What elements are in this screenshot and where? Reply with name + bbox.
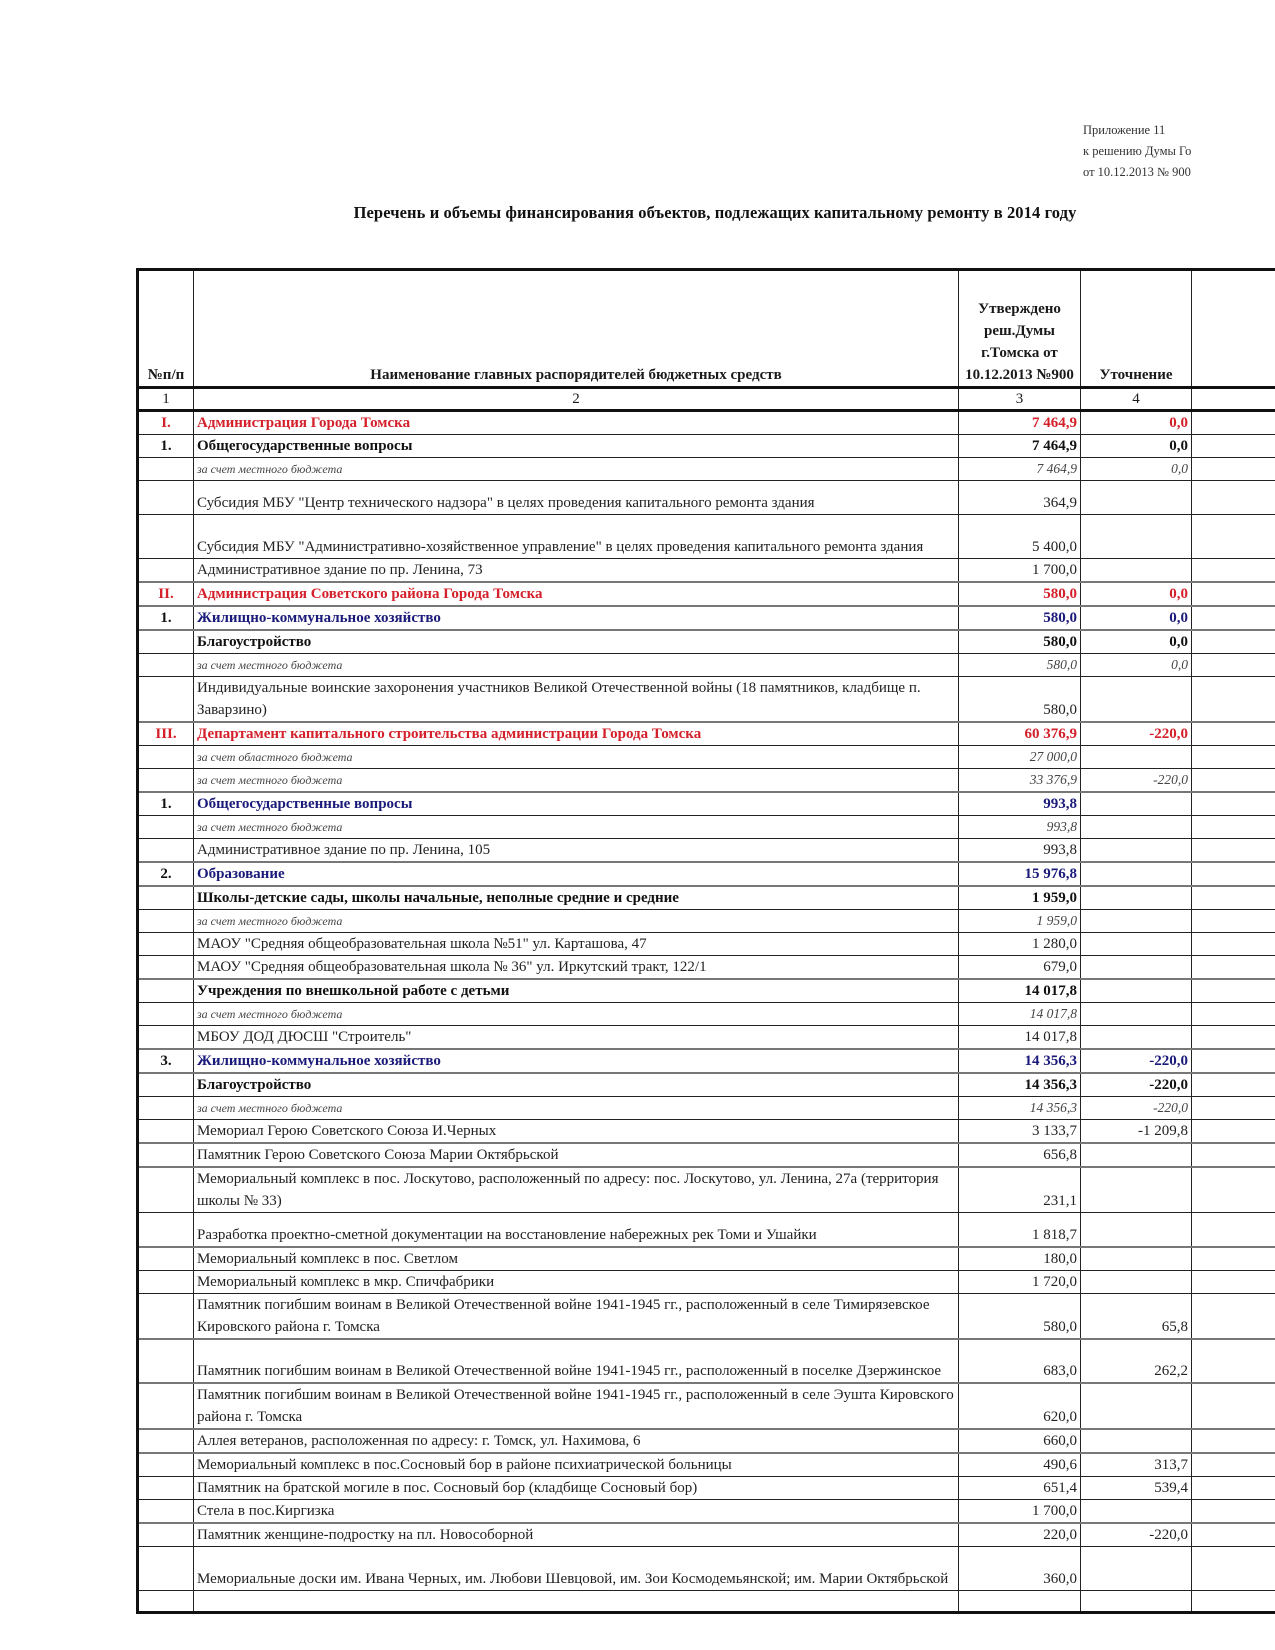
row-name: Образование (194, 862, 959, 886)
table-row (138, 792, 1275, 816)
row-extra (1192, 1293, 1275, 1339)
row-refinement-amount: 0,0 (1081, 582, 1192, 606)
row-extra (1192, 722, 1275, 746)
row-name: Памятник погибшим воинам в Великой Отечественной войне 1941-1945 гг., расположенный в поселке Дзержинское (194, 1339, 959, 1383)
row-approved-amount: 14 017,8 (959, 979, 1081, 1003)
row-name: Административное здание по пр. Ленина, 73 (194, 559, 959, 583)
row-refinement-amount (1081, 1383, 1192, 1429)
row-name: Субсидия МБУ "Административно-хозяйственное управление" в целях проведения капитального ремонта здания (194, 515, 959, 559)
appendix-note (1083, 120, 1191, 183)
row-approved-amount: 14 356,3 (959, 1073, 1081, 1097)
row-number (138, 1590, 194, 1612)
table-row (138, 1167, 1275, 1213)
row-refinement-amount: 0,0 (1081, 606, 1192, 630)
table-row (138, 839, 1275, 863)
row-number (138, 559, 194, 583)
row-number (138, 1339, 194, 1383)
row-extra (1192, 1143, 1275, 1167)
row-extra (1192, 1049, 1275, 1073)
row-number (138, 839, 194, 863)
row-refinement-amount (1081, 1143, 1192, 1167)
row-name: Благоустройство (194, 1073, 959, 1097)
row-extra (1192, 1120, 1275, 1144)
row-extra (1192, 1213, 1275, 1247)
row-approved-amount: 1 700,0 (959, 559, 1081, 583)
table-row (138, 1097, 1275, 1120)
row-name: Памятник женщине-подростку на пл. Новособорной (194, 1523, 959, 1547)
row-extra (1192, 1453, 1275, 1477)
table-row (138, 1453, 1275, 1477)
table-row (138, 1590, 1275, 1612)
row-approved-amount: 7 464,9 (959, 411, 1081, 435)
row-extra (1192, 792, 1275, 816)
table-row (138, 769, 1275, 793)
table-row (138, 677, 1275, 723)
row-refinement-amount (1081, 979, 1192, 1003)
row-approved-amount: 679,0 (959, 956, 1081, 980)
header-row (138, 270, 1275, 388)
table-row (138, 654, 1275, 677)
table-row (138, 1213, 1275, 1247)
row-extra (1192, 1270, 1275, 1293)
row-number (138, 1120, 194, 1144)
row-name: Мемориальный комплекс в мкр. Спичфабрики (194, 1270, 959, 1293)
row-name: Памятник погибшим воинам в Великой Отечественной войне 1941-1945 гг., расположенный в селе Эушта Кировского района г. Томска (194, 1383, 959, 1429)
row-number (138, 746, 194, 769)
row-refinement-amount: -220,0 (1081, 1523, 1192, 1547)
row-extra (1192, 769, 1275, 793)
row-refinement-amount (1081, 1429, 1192, 1453)
row-approved-amount: 231,1 (959, 1167, 1081, 1213)
row-approved-amount: 580,0 (959, 654, 1081, 677)
table-body (138, 411, 1275, 1613)
row-extra (1192, 458, 1275, 481)
row-refinement-amount (1081, 933, 1192, 956)
table-row (138, 1429, 1275, 1453)
row-refinement-amount (1081, 1590, 1192, 1612)
row-name: Памятник погибшим воинам в Великой Отечественной войне 1941-1945 гг., расположенный в селе Тимирязевское Кировского района г. Томска (194, 1293, 959, 1339)
row-extra (1192, 746, 1275, 769)
table-row (138, 1499, 1275, 1523)
row-name: Мемориальный комплекс в пос.Сосновый бор в районе психиатрической больницы (194, 1453, 959, 1477)
row-refinement-amount: 539,4 (1081, 1476, 1192, 1499)
row-approved-amount: 580,0 (959, 677, 1081, 723)
row-refinement-amount (1081, 1003, 1192, 1026)
table-row (138, 1143, 1275, 1167)
document-title: Перечень и объемы финансирования объектов, подлежащих капитальному ремонту в 2014 году (353, 203, 1077, 222)
row-extra (1192, 862, 1275, 886)
row-extra (1192, 435, 1275, 458)
table-row (138, 481, 1275, 515)
row-approved-amount: 220,0 (959, 1523, 1081, 1547)
table-row (138, 515, 1275, 559)
row-approved-amount: 993,8 (959, 839, 1081, 863)
row-number (138, 1073, 194, 1097)
row-approved-amount: 3 133,7 (959, 1120, 1081, 1144)
row-extra (1192, 654, 1275, 677)
row-number (138, 458, 194, 481)
row-name: Администрация Советского района Города Томска (194, 582, 959, 606)
row-extra (1192, 1339, 1275, 1383)
row-refinement-amount: 0,0 (1081, 630, 1192, 654)
row-number (138, 1546, 194, 1590)
row-name: за счет местного бюджета (194, 769, 959, 793)
row-approved-amount: 1 959,0 (959, 910, 1081, 933)
row-refinement-amount (1081, 559, 1192, 583)
row-name: Мемориальные доски им. Ивана Черных, им. Любови Шевцовой, им. Зои Космодемьянской; им. Марии Октябрьской (194, 1546, 959, 1590)
table-row (138, 746, 1275, 769)
row-name: за счет местного бюджета (194, 1097, 959, 1120)
row-refinement-amount (1081, 886, 1192, 910)
row-approved-amount: 993,8 (959, 816, 1081, 839)
row-extra (1192, 1026, 1275, 1050)
row-number (138, 910, 194, 933)
row-approved-amount: 490,6 (959, 1453, 1081, 1477)
row-refinement-amount (1081, 1247, 1192, 1271)
row-refinement-amount (1081, 862, 1192, 886)
row-number (138, 1499, 194, 1523)
table-row (138, 411, 1275, 435)
row-refinement-amount: 313,7 (1081, 1453, 1192, 1477)
row-refinement-amount (1081, 1167, 1192, 1213)
row-name: за счет местного бюджета (194, 816, 959, 839)
row-number (138, 1429, 194, 1453)
table-row (138, 910, 1275, 933)
row-refinement-amount (1081, 910, 1192, 933)
row-extra (1192, 515, 1275, 559)
row-refinement-amount (1081, 481, 1192, 515)
row-extra (1192, 411, 1275, 435)
row-refinement-amount (1081, 1499, 1192, 1523)
row-refinement-amount: -220,0 (1081, 1049, 1192, 1073)
row-refinement-amount: 0,0 (1081, 654, 1192, 677)
row-extra (1192, 933, 1275, 956)
table-row (138, 1383, 1275, 1429)
row-number: 1. (138, 606, 194, 630)
row-name (194, 1590, 959, 1612)
row-number (138, 1003, 194, 1026)
row-number (138, 630, 194, 654)
row-extra (1192, 1429, 1275, 1453)
row-name: Школы-детские сады, школы начальные, неполные средние и средние (194, 886, 959, 910)
row-name: за счет областного бюджета (194, 746, 959, 769)
row-approved-amount (959, 1590, 1081, 1612)
row-number: 2. (138, 862, 194, 886)
row-approved-amount: 993,8 (959, 792, 1081, 816)
row-number: I. (138, 411, 194, 435)
row-approved-amount: 14 017,8 (959, 1003, 1081, 1026)
table-row (138, 1270, 1275, 1293)
row-refinement-amount (1081, 746, 1192, 769)
table-row (138, 1546, 1275, 1590)
row-approved-amount: 360,0 (959, 1546, 1081, 1590)
row-approved-amount: 1 720,0 (959, 1270, 1081, 1293)
column-number-row (138, 388, 1275, 411)
row-number: II. (138, 582, 194, 606)
row-approved-amount: 14 017,8 (959, 1026, 1081, 1050)
row-approved-amount: 1 959,0 (959, 886, 1081, 910)
row-extra (1192, 816, 1275, 839)
table-row (138, 435, 1275, 458)
row-approved-amount: 7 464,9 (959, 458, 1081, 481)
row-number (138, 769, 194, 793)
row-approved-amount: 656,8 (959, 1143, 1081, 1167)
row-approved-amount: 14 356,3 (959, 1049, 1081, 1073)
appendix-line-2: к решению Думы Го (1083, 144, 1192, 158)
row-number: 1. (138, 435, 194, 458)
row-approved-amount: 1 280,0 (959, 933, 1081, 956)
row-approved-amount: 651,4 (959, 1476, 1081, 1499)
row-extra (1192, 886, 1275, 910)
row-name: Стела в пос.Киргизка (194, 1499, 959, 1523)
table-row (138, 1120, 1275, 1144)
table-row (138, 582, 1275, 606)
row-approved-amount: 33 376,9 (959, 769, 1081, 793)
row-refinement-amount: 262,2 (1081, 1339, 1192, 1383)
column-number (1192, 388, 1275, 411)
row-approved-amount: 660,0 (959, 1429, 1081, 1453)
row-extra (1192, 630, 1275, 654)
row-number (138, 515, 194, 559)
row-number (138, 886, 194, 910)
row-name: за счет местного бюджета (194, 458, 959, 481)
row-approved-amount: 60 376,9 (959, 722, 1081, 746)
row-name: МАОУ "Средняя общеобразовательная школа № 36" ул. Иркутский тракт, 122/1 (194, 956, 959, 980)
row-extra (1192, 1546, 1275, 1590)
table-row (138, 956, 1275, 980)
row-approved-amount: 7 464,9 (959, 435, 1081, 458)
row-approved-amount: 1 700,0 (959, 1499, 1081, 1523)
row-number (138, 1453, 194, 1477)
row-number (138, 1383, 194, 1429)
row-extra (1192, 1003, 1275, 1026)
row-refinement-amount: 0,0 (1081, 458, 1192, 481)
table-row (138, 862, 1275, 886)
header-name: Наименование главных распорядителей бюджетных средств (194, 270, 959, 388)
row-refinement-amount (1081, 1213, 1192, 1247)
row-number: 1. (138, 792, 194, 816)
row-name: Департамент капитального строительства администрации Города Томска (194, 722, 959, 746)
row-name: Разработка проектно-сметной документации на восстановление набережных рек Томи и Ушайки (194, 1213, 959, 1247)
row-refinement-amount (1081, 677, 1192, 723)
row-name: Администрация Города Томска (194, 411, 959, 435)
header-refinement: Уточнение (1081, 270, 1192, 388)
header-num: №п/п (138, 270, 194, 388)
column-number: 2 (194, 388, 959, 411)
row-refinement-amount (1081, 1546, 1192, 1590)
row-number (138, 1026, 194, 1050)
appendix-line-1: Приложение 11 (1083, 123, 1166, 137)
table-row (138, 1293, 1275, 1339)
row-name: Жилищно-коммунальное хозяйство (194, 606, 959, 630)
table-row (138, 606, 1275, 630)
row-extra (1192, 1097, 1275, 1120)
row-extra (1192, 559, 1275, 583)
row-extra (1192, 1523, 1275, 1547)
row-approved-amount: 683,0 (959, 1339, 1081, 1383)
row-refinement-amount (1081, 839, 1192, 863)
row-number: 3. (138, 1049, 194, 1073)
row-approved-amount: 364,9 (959, 481, 1081, 515)
row-extra (1192, 606, 1275, 630)
row-name: Памятник Герою Советского Союза Марии Октябрьской (194, 1143, 959, 1167)
row-approved-amount: 27 000,0 (959, 746, 1081, 769)
table-row (138, 933, 1275, 956)
header-extra (1192, 270, 1275, 388)
column-number: 1 (138, 388, 194, 411)
row-refinement-amount: 0,0 (1081, 435, 1192, 458)
row-name: Административное здание по пр. Ленина, 105 (194, 839, 959, 863)
row-name: Субсидия МБУ "Центр технического надзора" в целях проведения капитального ремонта здания (194, 481, 959, 515)
row-approved-amount: 580,0 (959, 582, 1081, 606)
row-number: III. (138, 722, 194, 746)
row-extra (1192, 1167, 1275, 1213)
row-number (138, 677, 194, 723)
row-name: Благоустройство (194, 630, 959, 654)
row-number (138, 1143, 194, 1167)
row-number (138, 654, 194, 677)
row-refinement-amount: -220,0 (1081, 769, 1192, 793)
table-row (138, 886, 1275, 910)
row-number (138, 933, 194, 956)
table-row (138, 1003, 1275, 1026)
row-refinement-amount: 65,8 (1081, 1293, 1192, 1339)
row-refinement-amount (1081, 816, 1192, 839)
table-row (138, 630, 1275, 654)
table-row (138, 979, 1275, 1003)
table-row (138, 458, 1275, 481)
row-name: Памятник на братской могиле в пос. Сосновый бор (кладбище Сосновый бор) (194, 1476, 959, 1499)
table-row (138, 559, 1275, 583)
row-extra (1192, 979, 1275, 1003)
row-number (138, 1247, 194, 1271)
row-number (138, 1476, 194, 1499)
row-name: Мемориал Герою Советского Союза И.Черных (194, 1120, 959, 1144)
row-number (138, 979, 194, 1003)
table-row (138, 1339, 1275, 1383)
budget-table (136, 268, 1275, 1614)
table-row (138, 1049, 1275, 1073)
row-approved-amount: 580,0 (959, 630, 1081, 654)
row-number (138, 1167, 194, 1213)
row-number (138, 956, 194, 980)
row-number (138, 1293, 194, 1339)
row-name: МАОУ "Средняя общеобразовательная школа №51" ул. Карташова, 47 (194, 933, 959, 956)
row-approved-amount: 580,0 (959, 606, 1081, 630)
row-approved-amount: 580,0 (959, 1293, 1081, 1339)
table-row (138, 1476, 1275, 1499)
header-approved: Утверждено реш.Думы г.Томска от 10.12.2013 №900 (959, 270, 1081, 388)
row-number (138, 1097, 194, 1120)
row-name: МБОУ ДОД ДЮСШ "Строитель" (194, 1026, 959, 1050)
row-name: за счет местного бюджета (194, 910, 959, 933)
row-number (138, 1270, 194, 1293)
row-number (138, 1523, 194, 1547)
row-refinement-amount: -1 209,8 (1081, 1120, 1192, 1144)
row-refinement-amount (1081, 1026, 1192, 1050)
row-extra (1192, 910, 1275, 933)
row-refinement-amount: 0,0 (1081, 411, 1192, 435)
row-name: Индивидуальные воинские захоронения участников Великой Отечественной войны (18 памятников, кладбище п. Заварзино) (194, 677, 959, 723)
row-name: Мемориальный комплекс в пос. Светлом (194, 1247, 959, 1271)
row-name: Мемориальный комплекс в пос. Лоскутово, расположенный по адресу: пос. Лоскутово, ул. Ленина, 27а (территория школы № 33) (194, 1167, 959, 1213)
row-name: Общегосударственные вопросы (194, 792, 959, 816)
row-refinement-amount: -220,0 (1081, 1097, 1192, 1120)
row-name: за счет местного бюджета (194, 1003, 959, 1026)
row-number (138, 816, 194, 839)
row-refinement-amount (1081, 792, 1192, 816)
row-approved-amount: 14 356,3 (959, 1097, 1081, 1120)
row-extra (1192, 1073, 1275, 1097)
row-extra (1192, 582, 1275, 606)
row-approved-amount: 620,0 (959, 1383, 1081, 1429)
row-refinement-amount (1081, 1270, 1192, 1293)
row-name: Аллея ветеранов, расположенная по адресу: г. Томск, ул. Нахимова, 6 (194, 1429, 959, 1453)
row-name: за счет местного бюджета (194, 654, 959, 677)
table-row (138, 1523, 1275, 1547)
row-extra (1192, 839, 1275, 863)
row-extra (1192, 481, 1275, 515)
row-refinement-amount (1081, 515, 1192, 559)
row-refinement-amount (1081, 956, 1192, 980)
row-name: Учреждения по внешкольной работе с детьми (194, 979, 959, 1003)
table-row (138, 816, 1275, 839)
row-extra (1192, 1476, 1275, 1499)
row-extra (1192, 677, 1275, 723)
row-name: Жилищно-коммунальное хозяйство (194, 1049, 959, 1073)
table-row (138, 722, 1275, 746)
row-approved-amount: 180,0 (959, 1247, 1081, 1271)
column-number: 4 (1081, 388, 1192, 411)
row-refinement-amount: -220,0 (1081, 722, 1192, 746)
row-name: Общегосударственные вопросы (194, 435, 959, 458)
row-extra (1192, 1247, 1275, 1271)
table-row (138, 1026, 1275, 1050)
row-extra (1192, 1590, 1275, 1612)
row-number (138, 1213, 194, 1247)
table-row (138, 1247, 1275, 1271)
column-number: 3 (959, 388, 1081, 411)
row-approved-amount: 1 818,7 (959, 1213, 1081, 1247)
row-refinement-amount: -220,0 (1081, 1073, 1192, 1097)
appendix-line-3: от 10.12.2013 № 900 (1083, 165, 1191, 179)
row-approved-amount: 15 976,8 (959, 862, 1081, 886)
row-extra (1192, 1383, 1275, 1429)
row-extra (1192, 956, 1275, 980)
row-number (138, 481, 194, 515)
table-row (138, 1073, 1275, 1097)
row-extra (1192, 1499, 1275, 1523)
row-approved-amount: 5 400,0 (959, 515, 1081, 559)
